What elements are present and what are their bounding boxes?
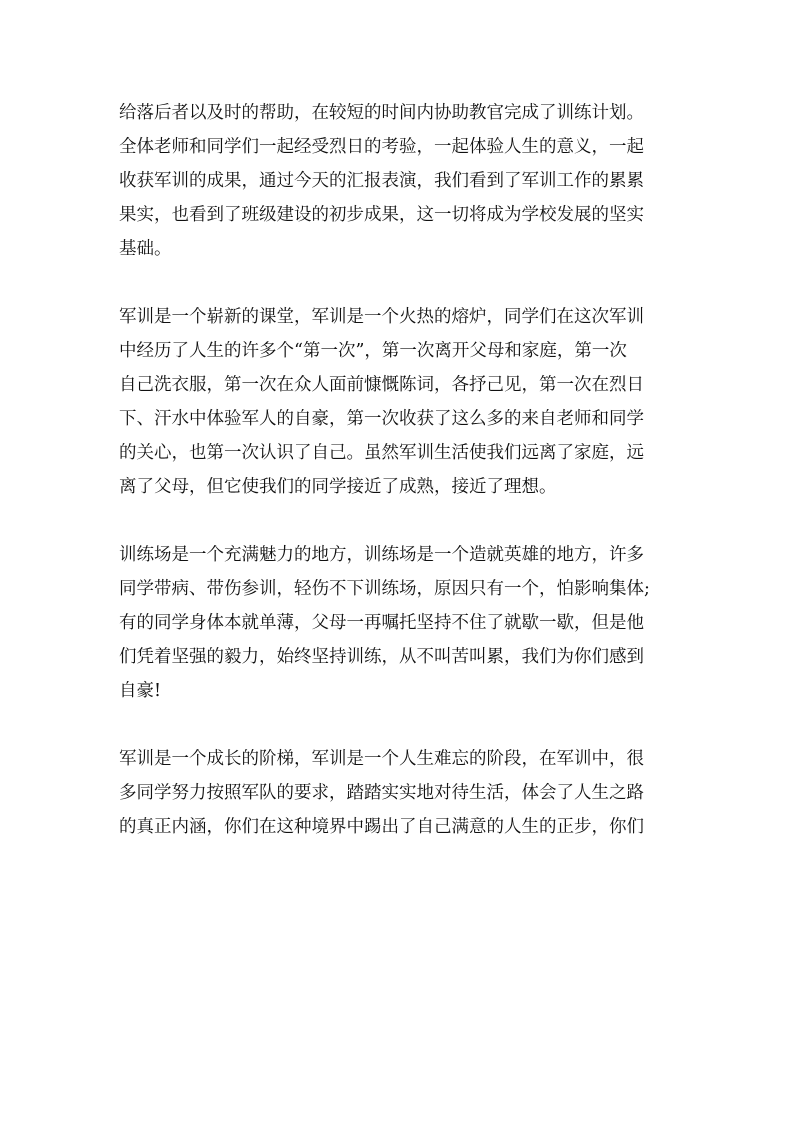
paragraph-4 (119, 742, 685, 844)
text-line: 下、汗水中体验军人的自豪，第一次收获了这么多的来自老师和同学 (119, 409, 644, 429)
text-line: 们凭着坚强的毅力，始终坚持训练，从不叫苦叫累，我们为你们感到 (119, 647, 644, 667)
text-line: 给落后者以及时的帮助，在较短的时间内协助教官完成了训练计划。 (119, 103, 644, 123)
text-line: 同学带病、带伤参训，轻伤不下训练场，原因只有一个，怕影响集体; (119, 579, 650, 599)
paragraph-3 (119, 538, 685, 708)
text-line: 自豪! (119, 681, 162, 701)
text-line: 的真正内涵，你们在这种境界中踢出了自己满意的人生的正步，你们 (119, 817, 644, 837)
document-body (119, 96, 685, 878)
text-line: 训练场是一个充满魅力的地方，训练场是一个造就英雄的地方，许多 (119, 545, 644, 565)
text-line: 多同学努力按照军队的要求，踏踏实实地对待生活，体会了人生之路 (119, 783, 644, 803)
text-line: 的关心，也第一次认识了自己。虽然军训生活使我们远离了家庭，远 (119, 443, 644, 463)
text-line: 中经历了人生的许多个“第一次”，第一次离开父母和家庭，第一次 (119, 341, 627, 361)
text-line: 收获军训的成果，通过今天的汇报表演，我们看到了军训工作的累累 (119, 171, 644, 191)
paragraph-1 (119, 96, 685, 266)
text-line: 基础。 (119, 239, 172, 259)
text-line: 全体老师和同学们一起经受烈日的考验，一起体验人生的意义，一起 (119, 137, 644, 157)
text-line: 自己洗衣服，第一次在众人面前慷慨陈词，各抒己见，第一次在烈日 (119, 375, 644, 395)
text-line: 军训是一个成长的阶梯，军训是一个人生难忘的阶段，在军训中，很 (119, 749, 644, 769)
text-line: 军训是一个崭新的课堂，军训是一个火热的熔炉，同学们在这次军训 (119, 307, 644, 327)
text-line: 果实，也看到了班级建设的初步成果，这一切将成为学校发展的坚实 (119, 205, 644, 225)
paragraph-2 (119, 300, 685, 504)
text-line: 离了父母，但它使我们的同学接近了成熟，接近了理想。 (119, 477, 557, 497)
text-line: 有的同学身体本就单薄，父母一再嘱托坚持不住了就歇一歇，但是他 (119, 613, 644, 633)
